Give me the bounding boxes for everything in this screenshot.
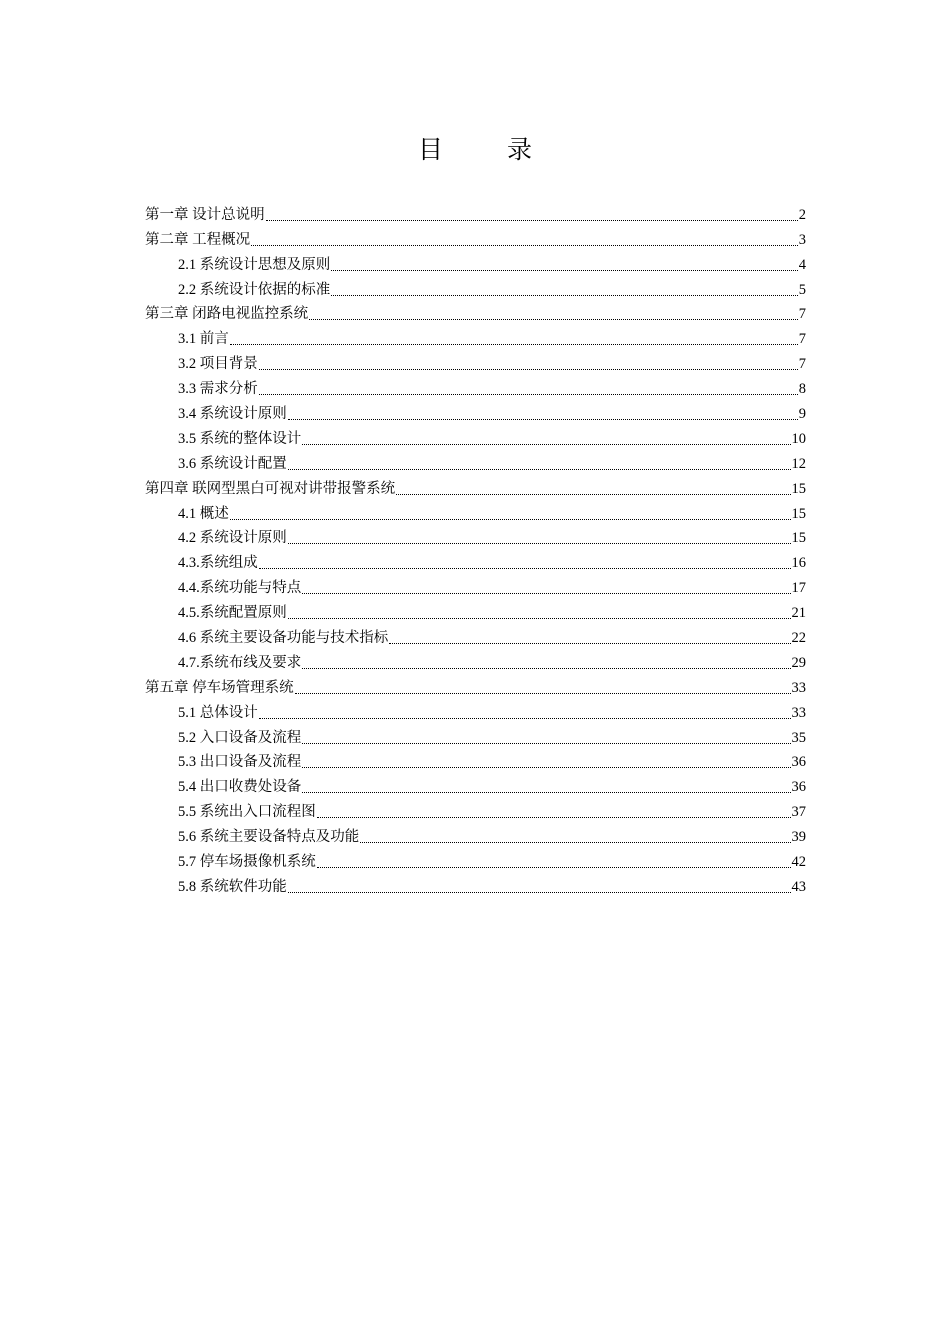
table-of-contents — [145, 200, 806, 897]
toc-entry-label: 第一章 设计总说明 — [145, 206, 265, 223]
toc-dot-leader — [302, 443, 790, 445]
toc-entry-label: 5.6 系统主要设备特点及功能 — [178, 829, 360, 846]
toc-dot-leader — [251, 244, 798, 246]
toc-dot-leader — [230, 343, 798, 345]
toc-chapter-entry[interactable] — [145, 300, 806, 325]
toc-entry-label: 5.4 出口收费处设备 — [178, 779, 302, 796]
toc-dot-leader — [309, 318, 798, 320]
toc-entry-label: 4.7.系统布线及要求 — [178, 654, 302, 671]
toc-entry-label: 5.8 系统软件功能 — [178, 878, 287, 895]
toc-dot-leader — [259, 567, 791, 569]
toc-page-number: 33 — [791, 679, 806, 696]
toc-page-number: 2 — [798, 206, 806, 223]
toc-entry-label: 第五章 停车场管理系统 — [145, 679, 294, 696]
toc-section-entry[interactable] — [145, 748, 806, 773]
toc-page-number: 22 — [791, 630, 806, 647]
toc-section-entry[interactable] — [145, 524, 806, 549]
toc-section-entry[interactable] — [145, 349, 806, 374]
toc-dot-leader — [389, 642, 790, 644]
toc-entry-label: 4.5.系统配置原则 — [178, 605, 287, 622]
toc-section-entry[interactable] — [145, 573, 806, 598]
toc-page-number: 15 — [791, 480, 806, 497]
toc-dot-leader — [266, 219, 798, 221]
toc-entry-label: 3.4 系统设计原则 — [178, 406, 287, 423]
toc-entry-label: 2.1 系统设计思想及原则 — [178, 256, 331, 273]
toc-dot-leader — [230, 518, 791, 520]
toc-dot-leader — [317, 816, 791, 818]
toc-dot-leader — [302, 742, 790, 744]
toc-section-entry[interactable] — [145, 548, 806, 573]
toc-section-entry[interactable] — [145, 449, 806, 474]
toc-section-entry[interactable] — [145, 623, 806, 648]
toc-section-entry[interactable] — [145, 872, 806, 897]
toc-dot-leader — [331, 269, 798, 271]
toc-dot-leader — [317, 866, 791, 868]
toc-page-number: 39 — [791, 829, 806, 846]
toc-entry-label: 第四章 联网型黑白可视对讲带报警系统 — [145, 480, 396, 497]
toc-page-number: 21 — [791, 605, 806, 622]
toc-chapter-entry[interactable] — [145, 225, 806, 250]
toc-entry-label: 5.7 停车场摄像机系统 — [178, 854, 316, 871]
toc-page-number: 3 — [798, 231, 806, 248]
toc-dot-leader — [302, 592, 790, 594]
toc-section-entry[interactable] — [145, 250, 806, 275]
toc-page-number: 17 — [791, 580, 806, 597]
toc-page-number: 15 — [791, 530, 806, 547]
toc-dot-leader — [302, 791, 790, 793]
toc-entry-label: 3.2 项目背景 — [178, 356, 258, 373]
toc-section-entry[interactable] — [145, 499, 806, 524]
toc-page-number: 8 — [798, 381, 806, 398]
toc-entry-label: 5.2 入口设备及流程 — [178, 729, 302, 746]
toc-entry-label: 4.2 系统设计原则 — [178, 530, 287, 547]
toc-section-entry[interactable] — [145, 723, 806, 748]
toc-page-number: 9 — [798, 406, 806, 423]
toc-entry-label: 3.1 前言 — [178, 331, 229, 348]
toc-page-number: 36 — [791, 754, 806, 771]
toc-dot-leader — [259, 393, 798, 395]
toc-entry-label: 3.5 系统的整体设计 — [178, 430, 302, 447]
toc-entry-label: 第二章 工程概况 — [145, 231, 251, 248]
toc-page-number: 7 — [798, 356, 806, 373]
toc-dot-leader — [259, 368, 798, 370]
toc-page-number: 4 — [798, 256, 806, 273]
toc-entry-label: 4.3.系统组成 — [178, 555, 258, 572]
toc-page-number: 37 — [791, 804, 806, 821]
toc-dot-leader — [288, 891, 791, 893]
toc-page-number: 5 — [798, 281, 806, 298]
toc-section-entry[interactable] — [145, 797, 806, 822]
toc-entry-label: 4.6 系统主要设备功能与技术指标 — [178, 630, 389, 647]
toc-dot-leader — [302, 766, 790, 768]
toc-entry-label: 5.5 系统出入口流程图 — [178, 804, 316, 821]
toc-dot-leader — [331, 294, 798, 296]
toc-entry-label: 第三章 闭路电视监控系统 — [145, 306, 309, 323]
toc-entry-label: 5.3 出口设备及流程 — [178, 754, 302, 771]
toc-entry-label: 2.2 系统设计依据的标准 — [178, 281, 331, 298]
toc-chapter-entry[interactable] — [145, 200, 806, 225]
toc-dot-leader — [396, 493, 790, 495]
toc-dot-leader — [288, 418, 798, 420]
toc-section-entry[interactable] — [145, 424, 806, 449]
toc-chapter-entry[interactable] — [145, 474, 806, 499]
toc-entry-label: 3.3 需求分析 — [178, 381, 258, 398]
toc-section-entry[interactable] — [145, 275, 806, 300]
toc-page-number: 42 — [791, 854, 806, 871]
toc-section-entry[interactable] — [145, 324, 806, 349]
toc-section-entry[interactable] — [145, 399, 806, 424]
toc-section-entry[interactable] — [145, 847, 806, 872]
toc-section-entry[interactable] — [145, 772, 806, 797]
toc-page-number: 35 — [791, 729, 806, 746]
toc-page-number: 12 — [791, 455, 806, 472]
toc-entry-label: 3.6 系统设计配置 — [178, 455, 287, 472]
toc-section-entry[interactable] — [145, 822, 806, 847]
toc-dot-leader — [259, 717, 791, 719]
toc-page-number: 29 — [791, 654, 806, 671]
toc-entry-label: 4.4.系统功能与特点 — [178, 580, 302, 597]
toc-page-number: 7 — [798, 306, 806, 323]
toc-dot-leader — [360, 841, 790, 843]
toc-dot-leader — [288, 468, 791, 470]
toc-section-entry[interactable] — [145, 648, 806, 673]
toc-page-number: 43 — [791, 878, 806, 895]
toc-entry-label: 4.1 概述 — [178, 505, 229, 522]
toc-entry-label: 5.1 总体设计 — [178, 704, 258, 721]
toc-page-number: 7 — [798, 331, 806, 348]
toc-section-entry[interactable] — [145, 598, 806, 623]
toc-page-number: 15 — [791, 505, 806, 522]
toc-dot-leader — [288, 617, 791, 619]
toc-dot-leader — [295, 692, 791, 694]
toc-page-number: 16 — [791, 555, 806, 572]
toc-chapter-entry[interactable] — [145, 673, 806, 698]
toc-dot-leader — [302, 667, 790, 669]
toc-page-number: 33 — [791, 704, 806, 721]
toc-page-number: 36 — [791, 779, 806, 796]
page-title: 目 录 — [418, 135, 560, 164]
toc-dot-leader — [288, 542, 791, 544]
toc-section-entry[interactable] — [145, 698, 806, 723]
toc-page-number: 10 — [791, 430, 806, 447]
toc-section-entry[interactable] — [145, 374, 806, 399]
